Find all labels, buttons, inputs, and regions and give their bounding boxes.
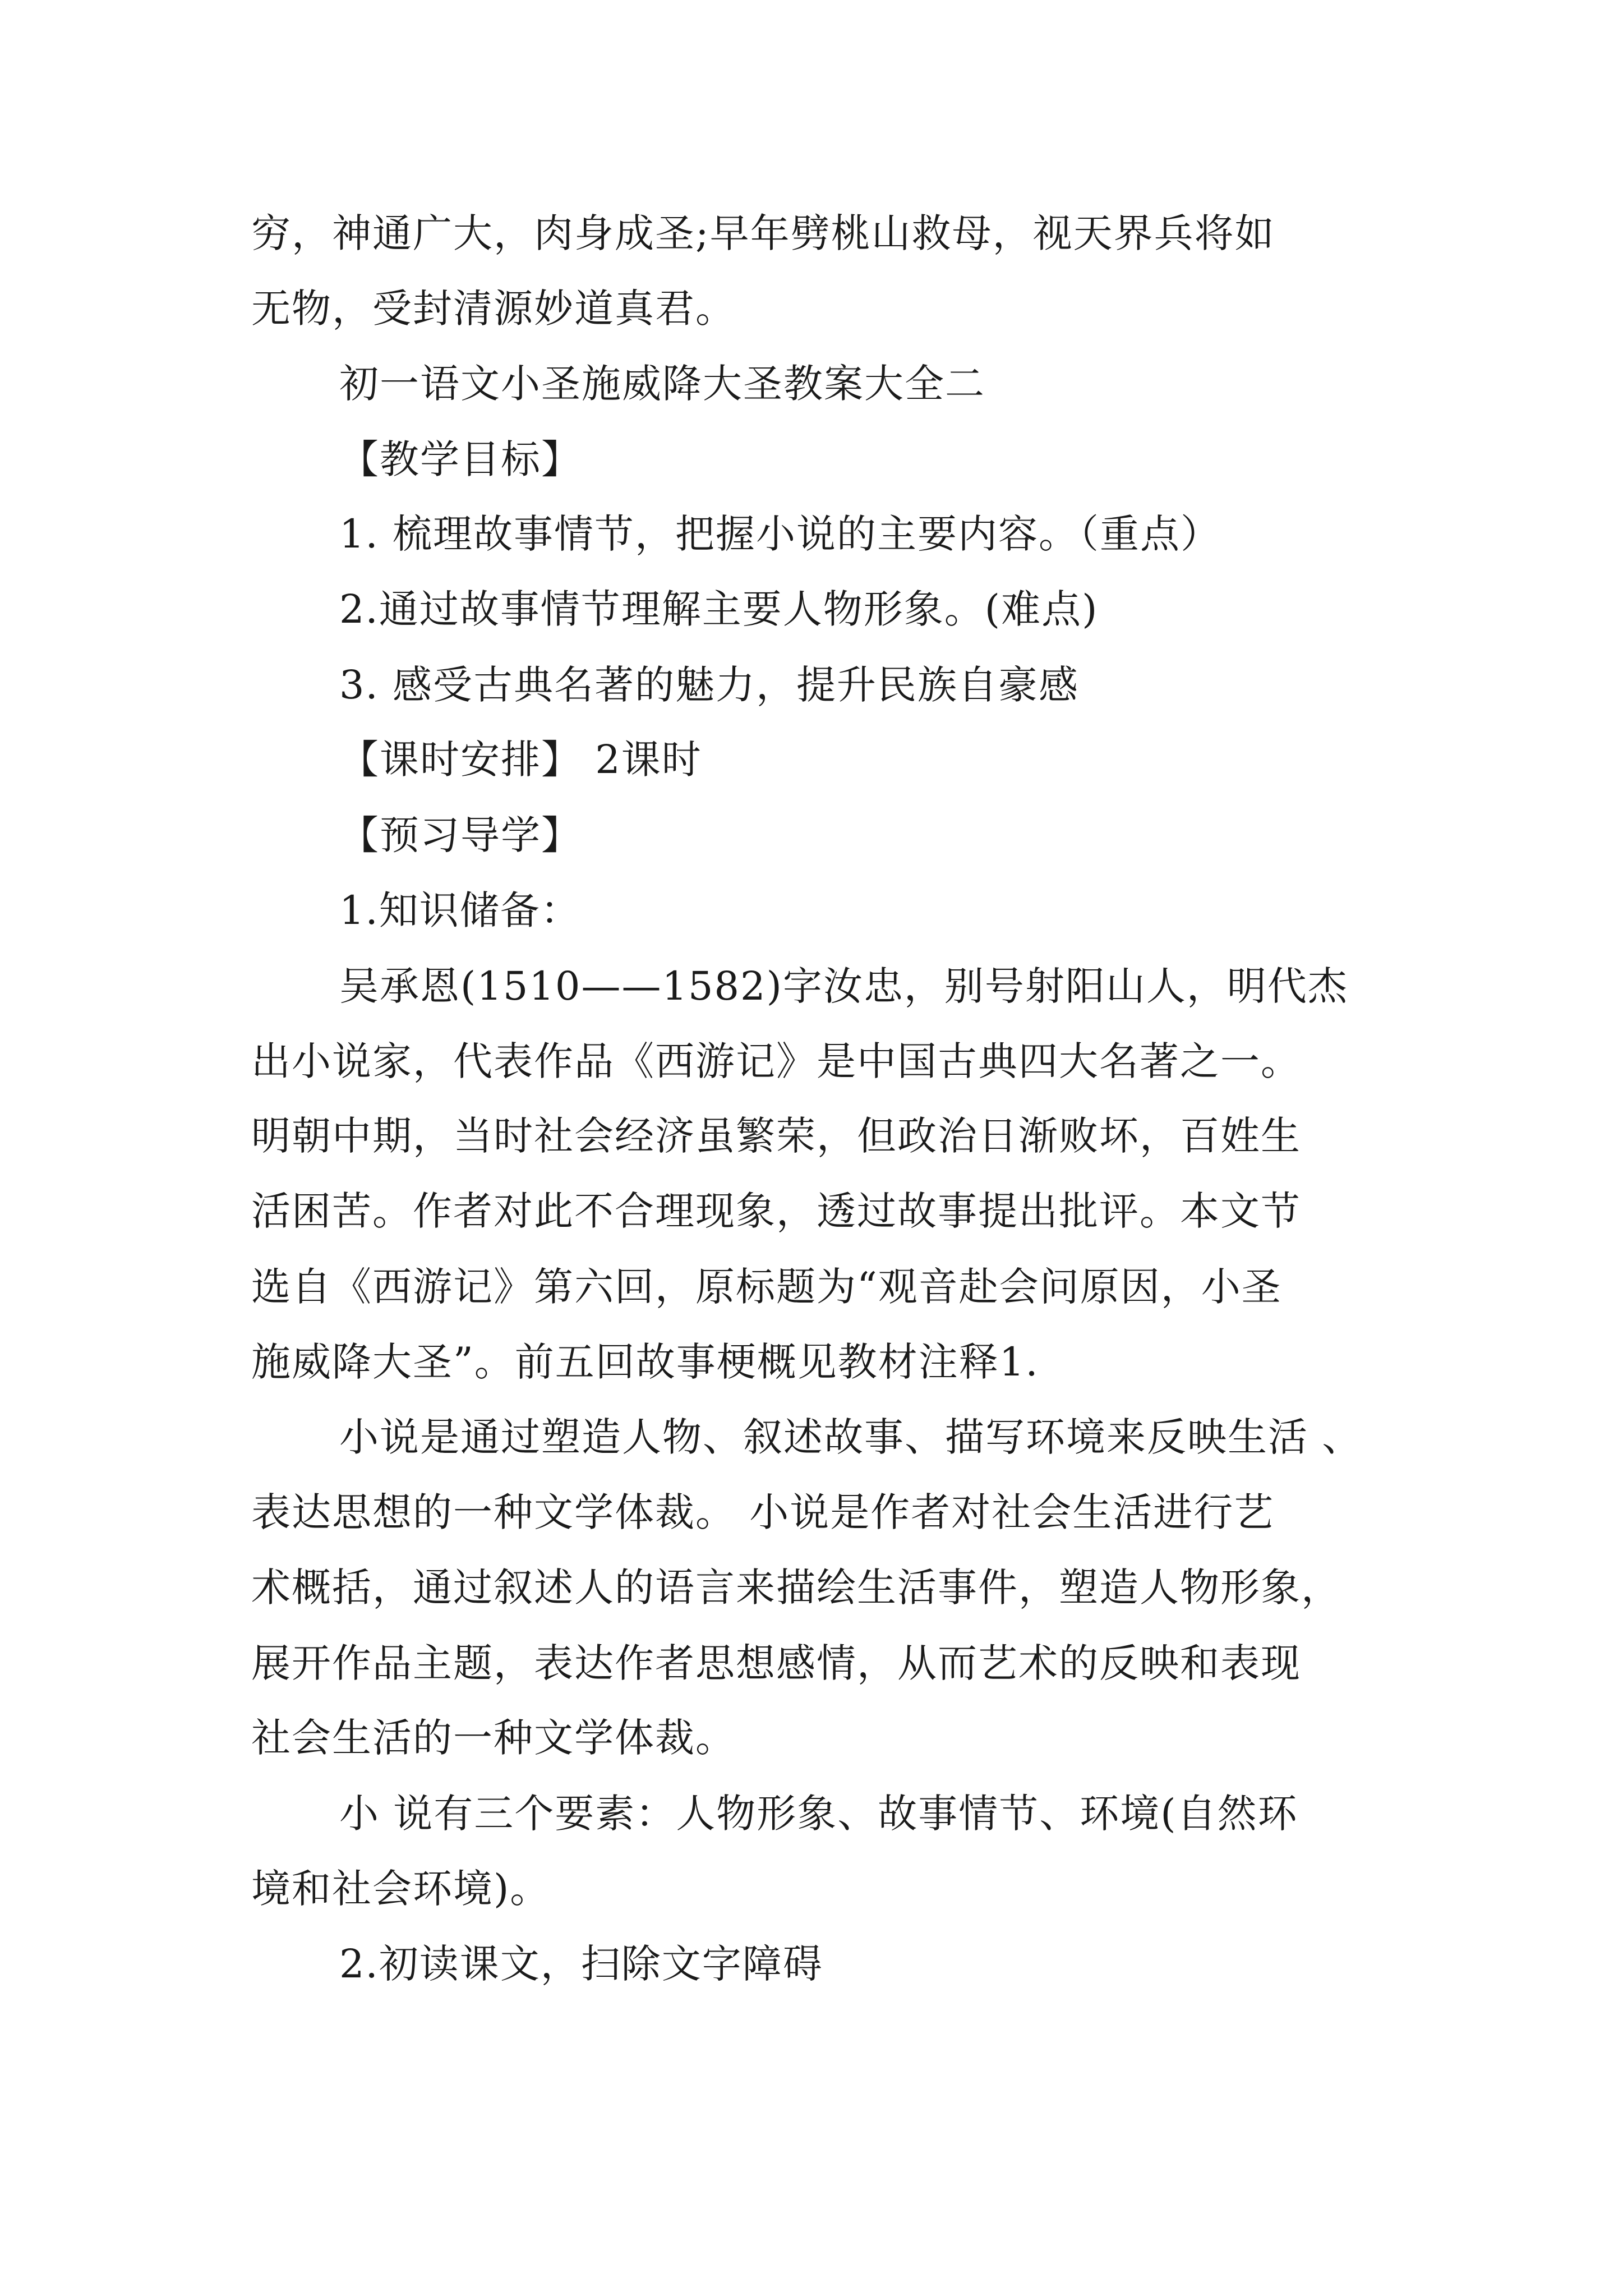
list-item: 1.知识储备： [339, 887, 581, 933]
list-item: 2.通过故事情节理解主要人物形象。(难点) [339, 586, 1099, 632]
body-line: 活困苦。作者对此不合理现象，透过故事提出批评。本文节 [251, 1188, 1301, 1234]
list-item: 3. 感受古典名著的魅力，提升民族自豪感 [339, 662, 1080, 708]
body-line: 施威降大圣”。前五回故事梗概见教材注释1. [251, 1339, 1039, 1385]
body-line: 吴承恩(1510——1582)字汝忠，别号射阳山人，明代杰 [339, 963, 1348, 1009]
body-line: 穷，神通广大，肉身成圣;早年劈桃山救母，视天界兵将如 [251, 210, 1275, 256]
body-line: 小 说有三个要素：人物形象、故事情节、环境(自然环 [339, 1791, 1298, 1837]
body-line: 选自《西游记》第六回，原标题为“观音赴会问原因，小圣 [251, 1264, 1282, 1310]
body-line: 展开作品主题，表达作者思想感情，从而艺术的反映和表现 [251, 1640, 1301, 1686]
body-line: 境和社会环境)。 [251, 1866, 551, 1912]
body-line: 无物，受封清源妙道真君。 [251, 286, 736, 332]
section-heading: 【教学目标】 [339, 436, 582, 482]
section-title: 初一语文小圣施威降大圣教案大全二 [339, 361, 985, 407]
body-line: 表达思想的一种文学体裁。 小说是作者对社会生活进行艺 [251, 1489, 1275, 1535]
body-line: 术概括，通过叙述人的语言来描绘生活事件，塑造人物形象， [251, 1565, 1341, 1611]
body-line: 出小说家，代表作品《西游记》是中国古典四大名著之一。 [251, 1038, 1301, 1084]
body-line: 明朝中期，当时社会经济虽繁荣，但政治日渐败坏，百姓生 [251, 1113, 1301, 1159]
list-item: 2.初读课文，扫除文字障碍 [339, 1941, 823, 1987]
section-heading: 【预习导学】 [339, 812, 582, 858]
list-item: 1. 梳理故事情节，把握小说的主要内容。（重点） [339, 511, 1221, 557]
body-line: 小说是通过塑造人物、叙述故事、描写环境来反映生活 、 [339, 1414, 1363, 1460]
body-line: 社会生活的一种文学体裁。 [251, 1715, 736, 1761]
section-heading: 【课时安排】 2课时 [339, 737, 702, 783]
